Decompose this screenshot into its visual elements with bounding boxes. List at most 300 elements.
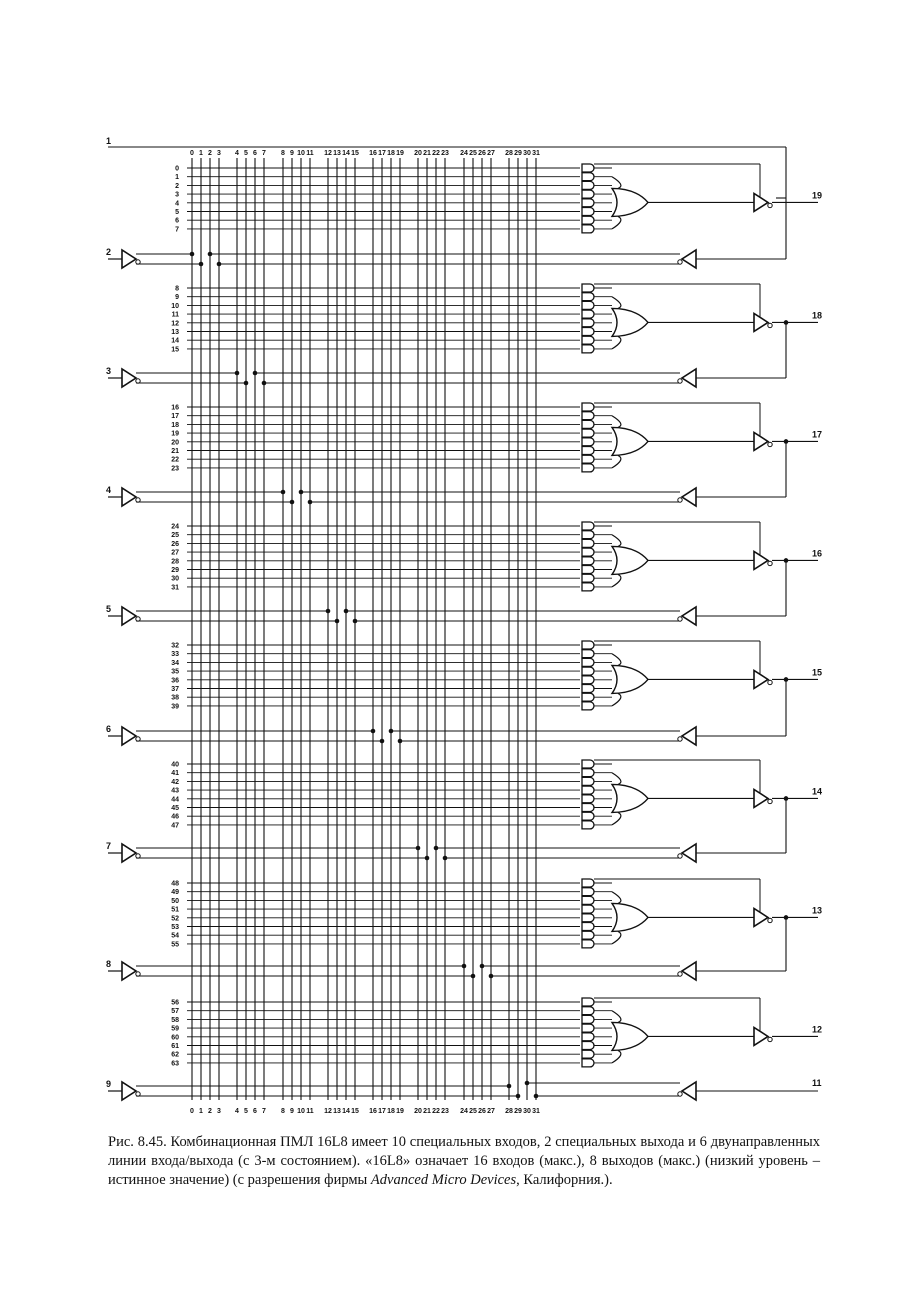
product-term-label: 12 xyxy=(171,320,179,328)
top-column-label: 9 xyxy=(290,150,294,157)
input-buffer-8 xyxy=(106,959,786,980)
caption-company: Advanced Micro Devices xyxy=(370,1172,517,1188)
or-input-curve xyxy=(612,812,621,824)
bottom-column-label: 15 xyxy=(351,1108,359,1115)
output-pin-label: 13 xyxy=(812,905,823,916)
and-gate xyxy=(582,896,594,904)
and-gate xyxy=(582,923,594,931)
or-gate xyxy=(612,427,648,455)
top-column-label: 10 xyxy=(297,150,305,157)
bottom-column-label: 29 xyxy=(514,1108,522,1115)
top-column-label: 11 xyxy=(306,150,314,157)
product-term-label: 51 xyxy=(171,906,179,914)
junction-dot xyxy=(299,490,304,495)
and-gate xyxy=(582,998,594,1006)
output-block-18 xyxy=(582,284,822,378)
buffer-triangle xyxy=(122,607,136,625)
output-bubble xyxy=(768,799,772,803)
and-gate xyxy=(582,795,594,803)
top-column-label: 20 xyxy=(414,150,422,157)
top-column-label: 6 xyxy=(253,150,257,157)
and-gate xyxy=(582,702,594,710)
junction-dot xyxy=(489,974,494,979)
feedback-buffer xyxy=(682,1082,696,1100)
bottom-column-label: 16 xyxy=(369,1108,377,1115)
input-pin-label: 8 xyxy=(106,959,112,969)
top-column-label: 21 xyxy=(423,150,431,157)
and-gate xyxy=(582,940,594,948)
junction-dot xyxy=(534,1094,539,1099)
top-column-label: 16 xyxy=(369,150,377,157)
bottom-column-label: 19 xyxy=(396,1108,404,1115)
and-gate xyxy=(582,208,594,216)
top-column-label: 24 xyxy=(460,150,468,157)
and-gate xyxy=(582,931,594,939)
product-term-label: 25 xyxy=(171,532,179,540)
top-column-label: 27 xyxy=(487,150,495,157)
junction-dot xyxy=(516,1094,521,1099)
top-column-label: 22 xyxy=(432,150,440,157)
top-column-labels xyxy=(190,150,540,157)
top-column-label: 14 xyxy=(342,150,350,157)
output-block-17 xyxy=(582,403,822,497)
product-term-label: 22 xyxy=(171,456,179,464)
output-buffer xyxy=(754,313,768,331)
output-block-13 xyxy=(582,879,822,971)
top-column-label: 3 xyxy=(217,150,221,157)
product-term-label: 33 xyxy=(171,651,179,659)
product-term-label: 11 xyxy=(171,311,179,319)
top-column-label: 1 xyxy=(199,150,203,157)
and-gate xyxy=(582,548,594,556)
junction-dot xyxy=(380,739,385,744)
input-buffer-4 xyxy=(106,485,786,506)
product-term-label: 63 xyxy=(171,1060,179,1068)
product-term-label: 5 xyxy=(175,209,179,216)
or-input-curve xyxy=(612,535,621,547)
buffer-triangle xyxy=(122,250,136,268)
output-block-16 xyxy=(582,522,822,616)
or-gate xyxy=(612,1022,648,1050)
product-term-label: 35 xyxy=(171,668,179,676)
bottom-column-label: 2 xyxy=(208,1108,212,1115)
and-gate xyxy=(582,420,594,428)
and-gate xyxy=(582,539,594,547)
output-buffer xyxy=(754,670,768,688)
product-term-label: 47 xyxy=(171,822,179,830)
product-term-labels xyxy=(171,166,179,1068)
input-pin-label: 9 xyxy=(106,1079,112,1089)
and-gate xyxy=(582,190,594,198)
product-term-label: 56 xyxy=(171,999,179,1007)
bottom-column-label: 0 xyxy=(190,1108,194,1115)
feedback-buffer xyxy=(682,962,696,980)
input-pin-label: 2 xyxy=(106,247,112,257)
or-input-curve xyxy=(612,336,621,348)
product-term-label: 19 xyxy=(171,430,179,438)
and-gate xyxy=(582,769,594,777)
and-gate xyxy=(582,777,594,785)
and-gate xyxy=(582,447,594,455)
top-column-label: 12 xyxy=(324,150,332,157)
product-term-label: 50 xyxy=(171,897,179,905)
bottom-column-label: 13 xyxy=(333,1108,341,1115)
product-term-label: 8 xyxy=(175,285,179,293)
or-gate xyxy=(612,308,648,336)
buffer-triangle xyxy=(122,369,136,387)
bottom-column-label: 9 xyxy=(290,1108,294,1115)
product-term-label: 28 xyxy=(171,558,179,566)
and-gate xyxy=(582,216,594,224)
and-gate xyxy=(582,225,594,233)
top-column-label: 26 xyxy=(478,150,486,157)
and-gate xyxy=(582,412,594,420)
product-term-label: 46 xyxy=(171,813,179,821)
and-gate xyxy=(582,345,594,353)
junction-dot xyxy=(471,974,476,979)
or-gate xyxy=(612,665,648,693)
product-term-label: 59 xyxy=(171,1025,179,1033)
top-column-label: 2 xyxy=(208,150,212,157)
product-term-label: 15 xyxy=(171,346,179,354)
or-input-curve xyxy=(612,416,621,428)
product-term-label: 37 xyxy=(171,686,179,693)
and-gate xyxy=(582,1042,594,1050)
and-gate xyxy=(582,438,594,446)
output-pin-label: 17 xyxy=(812,429,823,440)
and-gate xyxy=(582,641,594,649)
top-column-label: 28 xyxy=(505,150,513,157)
junction-dot xyxy=(398,739,403,744)
or-input-curve xyxy=(612,574,621,586)
product-term-label: 23 xyxy=(171,465,179,473)
product-term-label: 30 xyxy=(171,575,179,583)
junction-dot xyxy=(290,500,295,505)
output-buffer xyxy=(754,1027,768,1045)
product-term-label: 10 xyxy=(171,302,179,310)
product-term-label: 24 xyxy=(171,523,179,531)
or-input-curve xyxy=(612,1011,621,1023)
and-gate xyxy=(582,812,594,820)
and-gate xyxy=(582,566,594,574)
junction-dot xyxy=(480,964,485,969)
junction-dot xyxy=(199,262,204,267)
and-gate xyxy=(582,293,594,301)
input-pin-label: 5 xyxy=(106,604,112,614)
product-term-label: 27 xyxy=(171,549,179,557)
and-gate xyxy=(582,574,594,582)
junction-dot xyxy=(244,381,249,386)
input-buffer-9 xyxy=(106,1079,786,1100)
feedback-bubble xyxy=(678,617,682,621)
product-term-label: 6 xyxy=(175,217,179,225)
top-column-label: 15 xyxy=(351,150,359,157)
buffer-triangle xyxy=(122,1082,136,1100)
bottom-column-labels xyxy=(190,1108,540,1115)
bottom-column-label: 17 xyxy=(378,1108,386,1115)
product-term-label: 40 xyxy=(171,761,179,769)
input-pin-label: 3 xyxy=(106,366,112,376)
product-term-label: 62 xyxy=(171,1051,179,1059)
output-block-14 xyxy=(582,760,822,853)
junction-dot xyxy=(235,371,240,376)
output-bubble xyxy=(768,323,772,327)
bottom-column-label: 30 xyxy=(523,1108,531,1115)
and-gate xyxy=(582,301,594,309)
buffer-triangle xyxy=(122,844,136,862)
and-gate xyxy=(582,531,594,539)
bottom-column-label: 27 xyxy=(487,1108,495,1115)
output-buffer xyxy=(754,193,768,211)
junction-dot xyxy=(208,252,213,257)
junction-dot xyxy=(308,500,313,505)
product-term-label: 34 xyxy=(171,659,179,667)
junction-dot xyxy=(462,964,467,969)
product-term-label: 36 xyxy=(171,677,179,685)
and-gate xyxy=(582,284,594,292)
buffer-triangle xyxy=(122,488,136,506)
or-input-curve xyxy=(612,773,621,785)
product-term-label: 43 xyxy=(171,787,179,795)
input-buffers xyxy=(106,136,786,1100)
top-column-label: 19 xyxy=(396,150,404,157)
product-term-label: 44 xyxy=(171,796,179,804)
bottom-column-label: 31 xyxy=(532,1108,540,1115)
input-buffer-6 xyxy=(106,724,786,745)
or-gate xyxy=(612,903,648,931)
and-gate xyxy=(582,164,594,172)
product-term-label: 13 xyxy=(171,329,179,336)
junction-dot xyxy=(335,619,340,624)
and-gate xyxy=(582,181,594,189)
and-gate xyxy=(582,786,594,794)
product-term-label: 16 xyxy=(171,404,179,412)
product-term-label: 53 xyxy=(171,924,179,931)
feedback-bubble xyxy=(678,737,682,741)
bottom-column-label: 6 xyxy=(253,1108,257,1115)
input-column-lines xyxy=(192,158,536,1100)
and-gate xyxy=(582,336,594,344)
junction-dot xyxy=(190,252,195,257)
top-column-label: 23 xyxy=(441,150,449,157)
top-column-label: 0 xyxy=(190,150,194,157)
input-pin-label: 4 xyxy=(106,485,112,495)
and-gate xyxy=(582,821,594,829)
or-input-curve xyxy=(612,693,621,705)
output-bubble xyxy=(768,680,772,684)
junction-dot xyxy=(434,846,439,851)
or-input-curve xyxy=(612,892,621,904)
junction-dot xyxy=(425,856,430,861)
product-term-label: 7 xyxy=(175,226,179,234)
feedback-buffer xyxy=(682,844,696,862)
or-input-curve xyxy=(612,1050,621,1062)
bottom-column-label: 26 xyxy=(478,1108,486,1115)
feedback-bubble xyxy=(678,379,682,383)
junction-dot xyxy=(262,381,267,386)
or-gate xyxy=(612,546,648,574)
top-column-label: 18 xyxy=(387,150,395,157)
product-term-label: 4 xyxy=(175,200,179,208)
or-gate xyxy=(612,784,648,812)
output-pin-label: 18 xyxy=(812,310,823,321)
product-term-label: 3 xyxy=(175,191,179,199)
output-bubble xyxy=(768,918,772,922)
junction-dot xyxy=(443,856,448,861)
junction-dot xyxy=(217,262,222,267)
and-gate xyxy=(582,888,594,896)
feedback-bubble xyxy=(678,854,682,858)
and-gate xyxy=(582,464,594,472)
caption-suffix: , Калифорния.). xyxy=(516,1172,613,1188)
output-pin-label: 11 xyxy=(812,1078,822,1088)
top-column-label: 4 xyxy=(235,150,239,157)
buffer-triangle xyxy=(122,962,136,980)
and-gate xyxy=(582,685,594,693)
output-pin-label: 16 xyxy=(812,548,823,559)
output-bubble xyxy=(768,1037,772,1041)
feedback-bubble xyxy=(678,260,682,264)
and-gate xyxy=(582,429,594,437)
input-buffer-7 xyxy=(106,841,786,862)
and-gate xyxy=(582,455,594,463)
and-gate xyxy=(582,760,594,768)
output-pin-label: 19 xyxy=(812,190,823,201)
and-gate xyxy=(582,693,594,701)
junction-dot xyxy=(507,1084,512,1089)
feedback-bubble xyxy=(678,1092,682,1096)
and-gate xyxy=(582,557,594,565)
or-input-curve xyxy=(612,654,621,666)
top-column-label: 30 xyxy=(523,150,531,157)
and-gate xyxy=(582,914,594,922)
junction-dot xyxy=(416,846,421,851)
and-gate xyxy=(582,658,594,666)
buffer-triangle xyxy=(122,727,136,745)
product-term-label: 41 xyxy=(171,770,179,778)
feedback-buffer xyxy=(682,369,696,387)
product-term-label: 2 xyxy=(175,182,179,190)
and-gate xyxy=(582,1007,594,1015)
product-term-label: 49 xyxy=(171,889,179,897)
top-column-label: 31 xyxy=(532,150,540,157)
bottom-column-label: 23 xyxy=(441,1108,449,1115)
and-gate xyxy=(582,676,594,684)
product-term-label: 48 xyxy=(171,880,179,888)
junction-dot xyxy=(326,609,331,614)
and-gate xyxy=(582,328,594,336)
input-pin-label: 1 xyxy=(106,136,112,146)
and-gate xyxy=(582,667,594,675)
product-term-label: 14 xyxy=(171,337,179,345)
junction-dot xyxy=(525,1081,530,1086)
output-bubble xyxy=(768,442,772,446)
junction-dot xyxy=(353,619,358,624)
input-buffer-5 xyxy=(106,604,786,625)
and-gate xyxy=(582,905,594,913)
bottom-column-label: 24 xyxy=(460,1108,468,1115)
product-term-label: 26 xyxy=(171,540,179,548)
bottom-column-label: 25 xyxy=(469,1108,477,1115)
bottom-column-label: 4 xyxy=(235,1108,239,1115)
product-term-label: 57 xyxy=(171,1008,179,1016)
junction-dot xyxy=(344,609,349,614)
product-term-label: 21 xyxy=(171,448,179,455)
bottom-column-label: 1 xyxy=(199,1108,203,1115)
output-pin-label: 14 xyxy=(812,786,823,797)
and-gate xyxy=(582,310,594,318)
output-block-15 xyxy=(582,641,822,736)
junction-dot xyxy=(281,490,286,495)
and-gate xyxy=(582,1024,594,1032)
feedback-buffer xyxy=(682,250,696,268)
product-term-label: 58 xyxy=(171,1016,179,1024)
bottom-column-label: 5 xyxy=(244,1108,248,1115)
feedback-buffer xyxy=(682,727,696,745)
output-buffer xyxy=(754,789,768,807)
top-column-label: 25 xyxy=(469,150,477,157)
product-term-label: 29 xyxy=(171,567,179,574)
and-gate xyxy=(582,650,594,658)
or-input-curve xyxy=(612,297,621,309)
and-gate xyxy=(582,522,594,530)
bottom-column-label: 28 xyxy=(505,1108,513,1115)
product-term-label: 32 xyxy=(171,642,179,650)
top-column-label: 17 xyxy=(378,150,386,157)
bottom-column-label: 7 xyxy=(262,1108,266,1115)
product-term-label: 0 xyxy=(175,165,179,173)
or-input-curve xyxy=(612,177,621,189)
and-gate xyxy=(582,403,594,411)
output-bubble xyxy=(768,203,772,207)
and-gate xyxy=(582,879,594,887)
and-gate xyxy=(582,1059,594,1067)
product-term-label: 20 xyxy=(171,439,179,447)
and-or-output-blocks xyxy=(582,164,822,1091)
output-pin-label: 12 xyxy=(812,1024,823,1035)
output-bubble xyxy=(768,561,772,565)
top-column-label: 29 xyxy=(514,150,522,157)
bottom-column-label: 11 xyxy=(306,1108,314,1115)
and-gate xyxy=(582,1033,594,1041)
figure-caption xyxy=(108,1133,820,1190)
feedback-bubble xyxy=(678,972,682,976)
product-term-label: 9 xyxy=(175,294,179,302)
bottom-column-label: 8 xyxy=(281,1108,285,1115)
and-gate xyxy=(582,583,594,591)
junction-dot xyxy=(253,371,258,376)
input-pin-label: 7 xyxy=(106,841,112,851)
top-column-label: 13 xyxy=(333,150,341,157)
input-buffer-2 xyxy=(106,247,786,268)
output-buffer xyxy=(754,432,768,450)
bottom-column-label: 12 xyxy=(324,1108,332,1115)
junction-dot xyxy=(371,729,376,734)
and-gate xyxy=(582,199,594,207)
feedback-bubble xyxy=(678,498,682,502)
bottom-column-label: 14 xyxy=(342,1108,350,1115)
and-gate xyxy=(582,1015,594,1023)
or-input-curve xyxy=(612,931,621,943)
feedback-buffer xyxy=(682,488,696,506)
bottom-column-label: 10 xyxy=(297,1108,305,1115)
and-gate xyxy=(582,804,594,812)
junction-dot xyxy=(389,729,394,734)
bottom-column-label: 21 xyxy=(423,1108,431,1115)
input-pin-label: 6 xyxy=(106,724,112,734)
input-buffer-3 xyxy=(106,366,786,387)
product-term-label: 42 xyxy=(171,778,179,786)
